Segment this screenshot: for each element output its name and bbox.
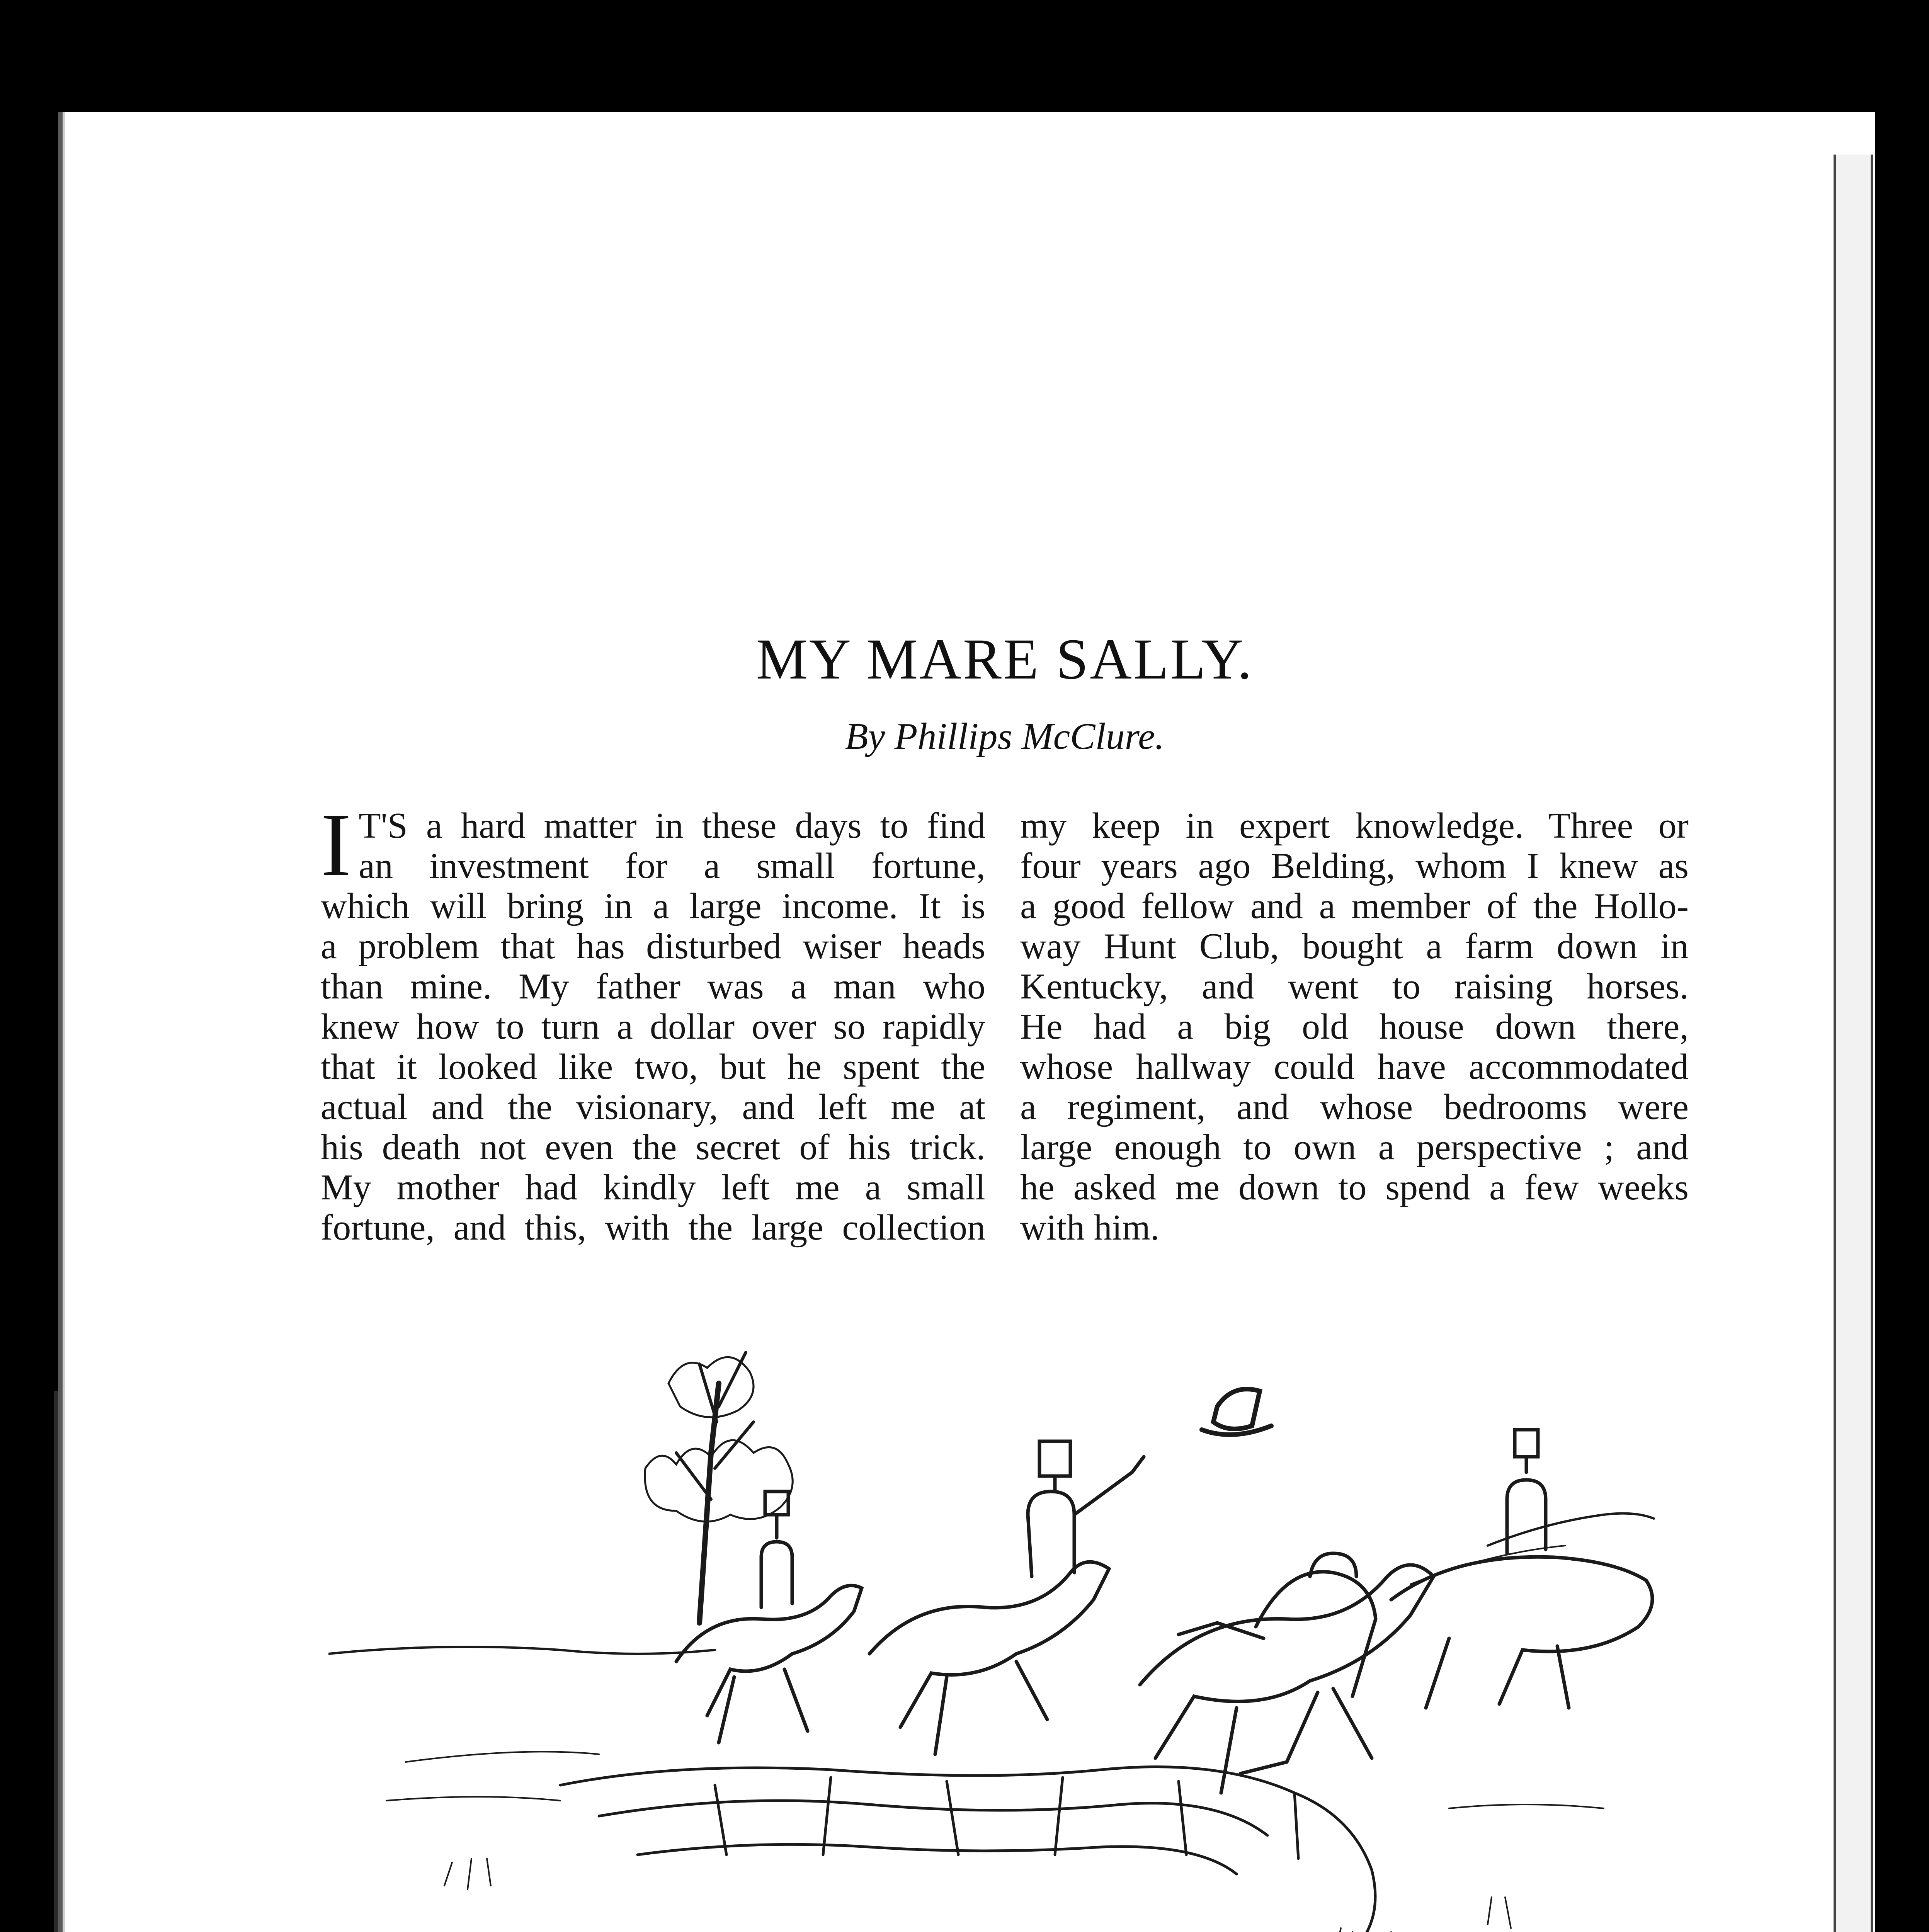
hunt-illustration (328, 1306, 1658, 1932)
text-line: He had a big old house down there, (1020, 1007, 1689, 1047)
text-line: way Hunt Club, bought a farm down in (1020, 926, 1689, 966)
next-page-edge (1834, 155, 1873, 1932)
article-title: MY MARE SALLY. (756, 627, 1254, 691)
text-line: T'S a hard matter in these days to find (359, 806, 985, 846)
text-line: actual and the visionary, and left me at (321, 1087, 985, 1127)
column-top-right (1020, 806, 1689, 1248)
text-line: a problem that has disturbed wiser heads (321, 926, 985, 966)
text-line: than mine. My father was a man who (321, 966, 985, 1007)
text-line: that it looked like two, but he spent the (321, 1047, 985, 1087)
text-line: my keep in expert knowledge. Three or (1020, 806, 1689, 846)
text-line: Kentucky, and went to raising horses. (1020, 966, 1689, 1007)
text-line: with him. (1020, 1208, 1160, 1248)
column-top-left (321, 794, 985, 1248)
text-line: My mother had kindly left me a small (321, 1167, 985, 1208)
article-byline: By Phillips McClure. (845, 716, 1165, 757)
text-line: four years ago Belding, whom I knew as (1020, 846, 1689, 886)
text-line: knew how to turn a dollar over so rapidly (321, 1007, 985, 1047)
text-line: whose hallway could have accommodated (1020, 1047, 1689, 1087)
text-line: a regiment, and whose bedrooms were (1020, 1087, 1689, 1127)
drop-cap: I (321, 794, 351, 895)
text-line: which will bring in a large income. It is (321, 886, 985, 926)
text-line: a good fellow and a member of the Hollo- (1020, 886, 1689, 926)
text-line: large enough to own a perspective ; and (1020, 1127, 1689, 1167)
text-line: he asked me down to spend a few weeks (1020, 1167, 1689, 1208)
text-line: fortune, and this, with the large collection (321, 1208, 985, 1248)
text-line: his death not even the secret of his trick. (321, 1127, 985, 1167)
text-line: an investment for a small fortune, (359, 846, 985, 886)
